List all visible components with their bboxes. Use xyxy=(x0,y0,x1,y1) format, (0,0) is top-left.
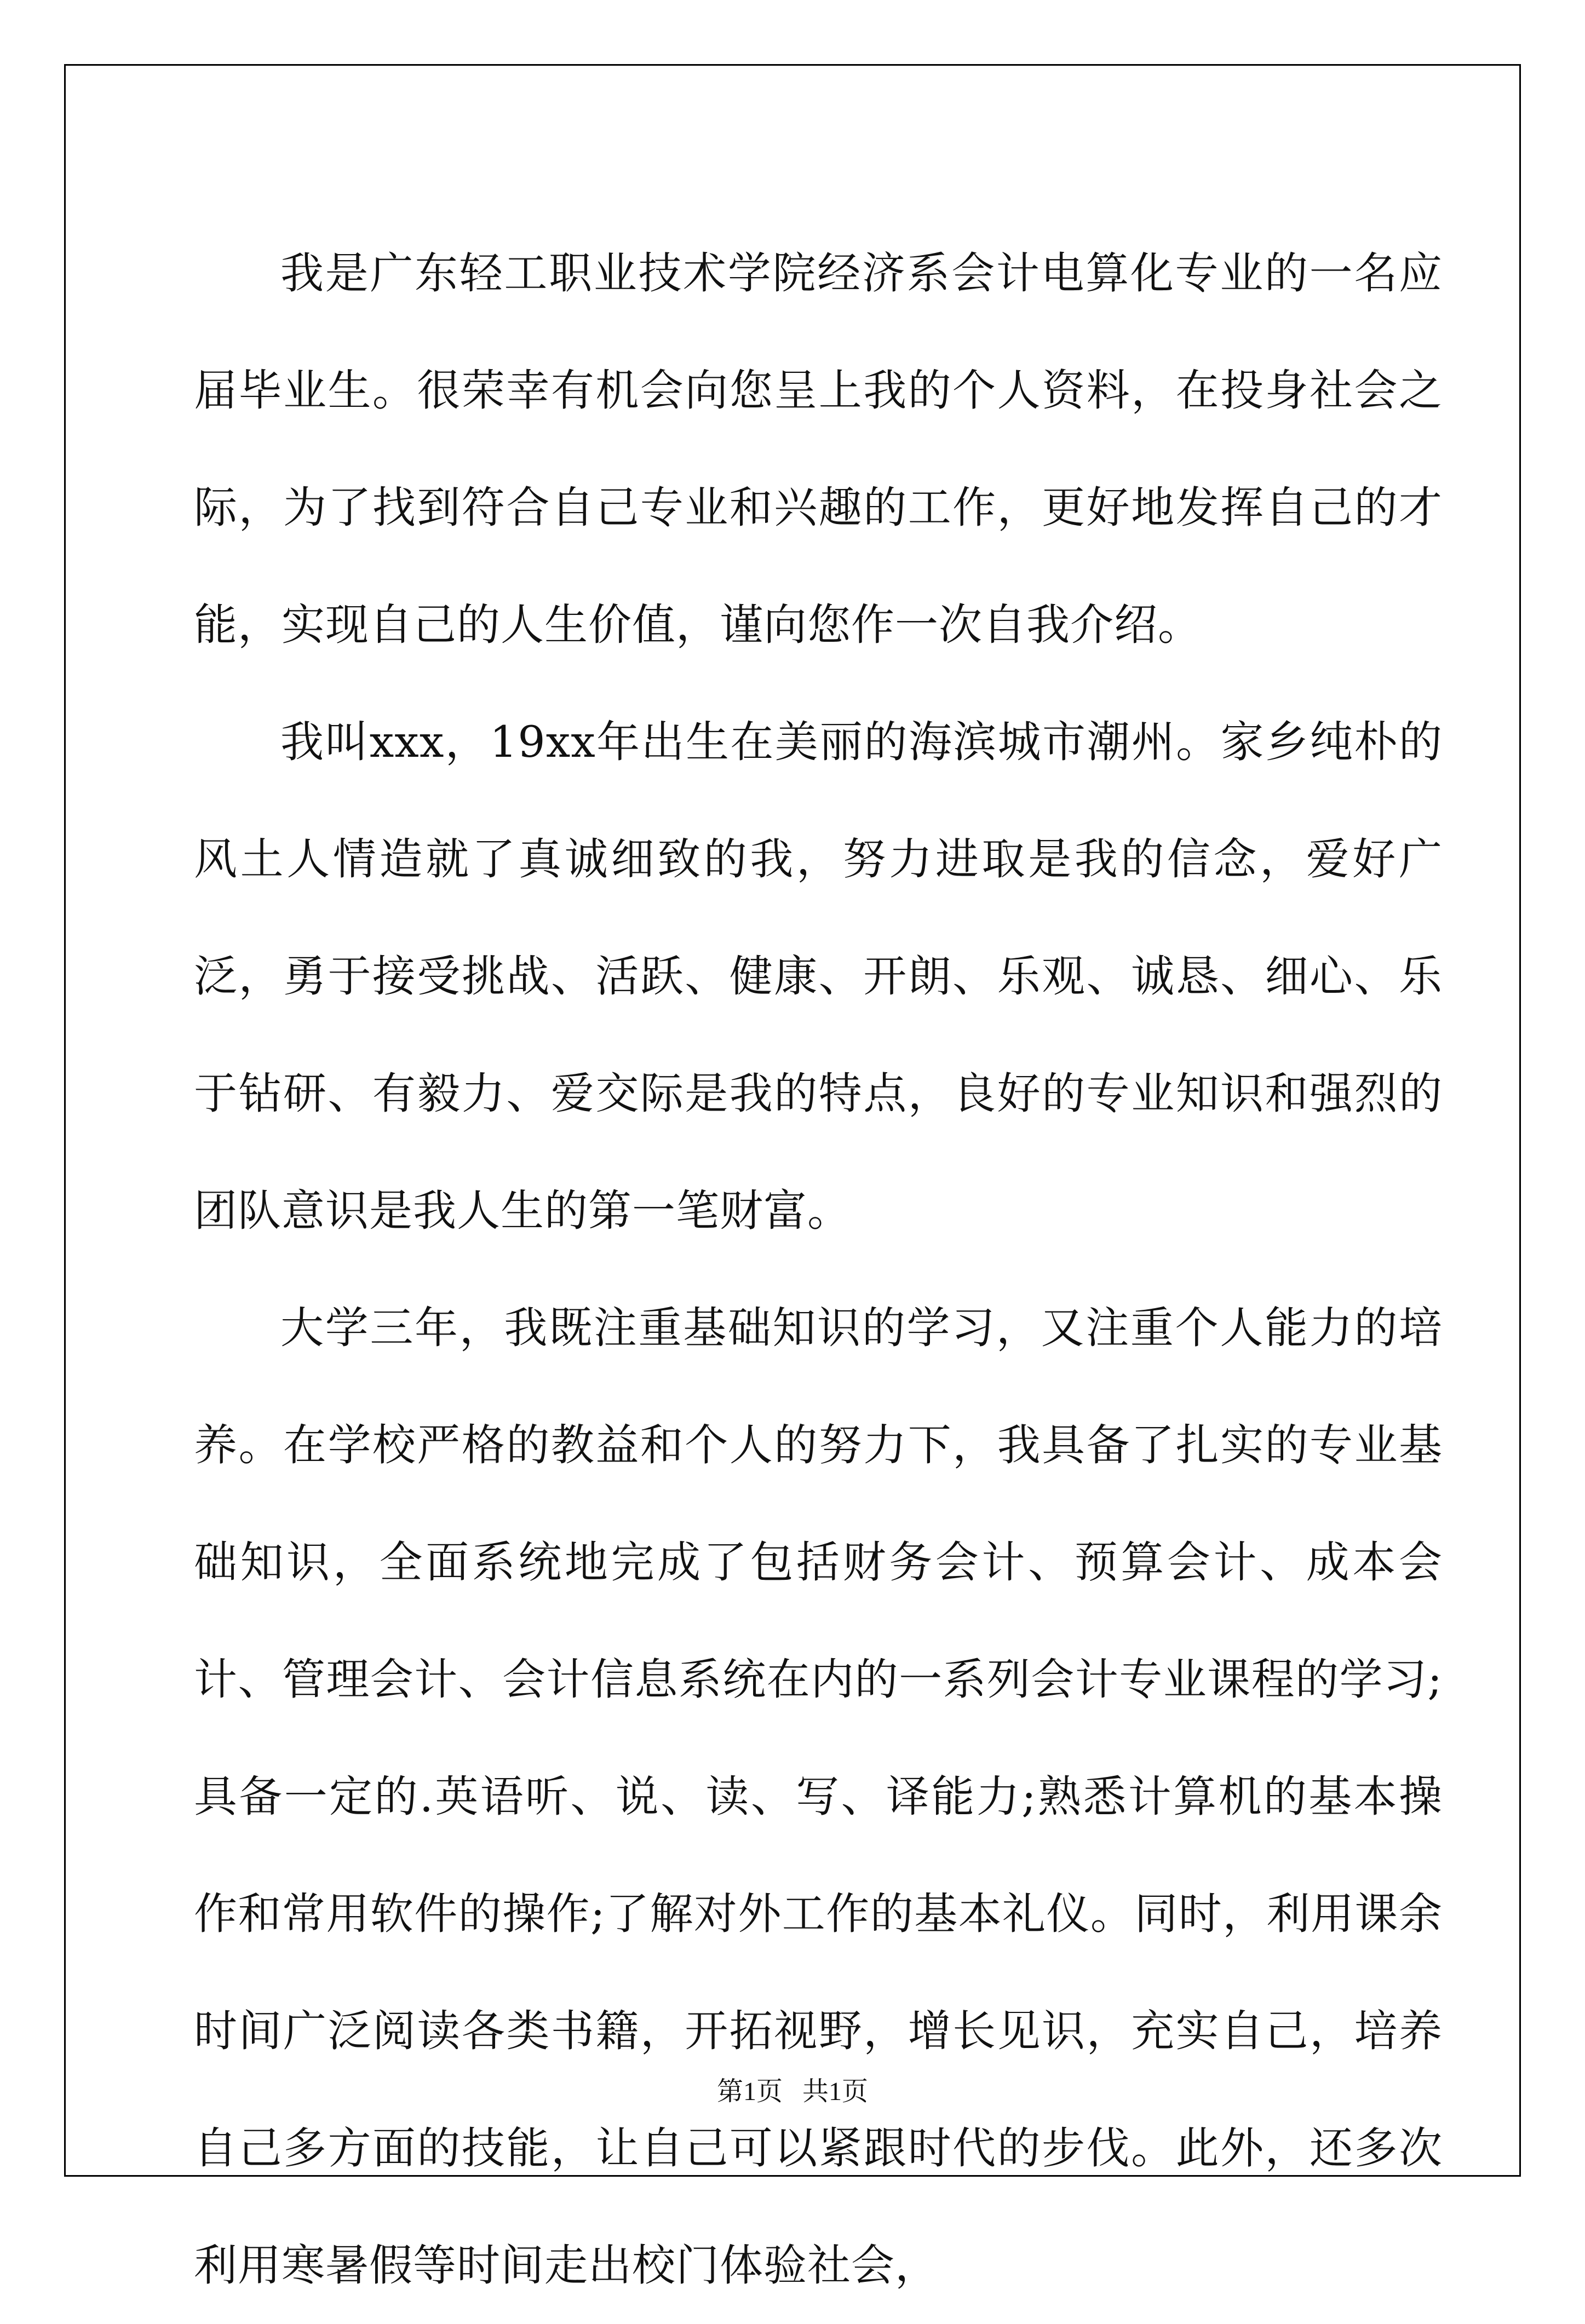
paragraph-background: 我叫xxx，19xx年出生在美丽的海滨城市潮州。家乡纯朴的风土人情造就了真诚细致的我，努力进取是我的信念，爱好广泛，勇于接受挑战、活跃、健康、开朗、乐观、诚恳、细心、乐于钻研、有毅力、爱交际是我的特点，良好的专业知识和强烈的团队意识是我人生的第一笔财富。 xyxy=(194,717,1443,1236)
page-number-footer: 第1页 共1页 xyxy=(716,2077,868,2106)
paragraph-intro: 我是广东轻工职业技术学院经济系会计电算化专业的一名应届毕业生。很荣幸有机会向您呈上我的个人资料，在投身社会之际，为了找到符合自己专业和兴趣的工作，更好地发挥自己的才能，实现自己的人生价值，谨向您作一次自我介绍。 xyxy=(194,248,1443,650)
paragraph-education: 大学三年，我既注重基础知识的学习，又注重个人能力的培养。在学校严格的教益和个人的努力下，我具备了扎实的专业基础知识，全面系统地完成了包括财务会计、预算会计、成本会计、管理会计、会计信息系统在内的一系列会计专业课程的学习;具备一定的.英语听、说、读、写、译能力;熟悉计算机的基本操作和常用软件的操作;了解对外工作的基本礼仪。同时，利用课余时间广泛阅读各类书籍，开拓视野，增长见识，充实自己，培养自己多方面的技能，让自己可以紧跟时代的步伐。此外，还多次利用寒暑假等时间走出校门体验社会， xyxy=(194,1303,1443,2291)
document-body xyxy=(194,215,1443,2324)
